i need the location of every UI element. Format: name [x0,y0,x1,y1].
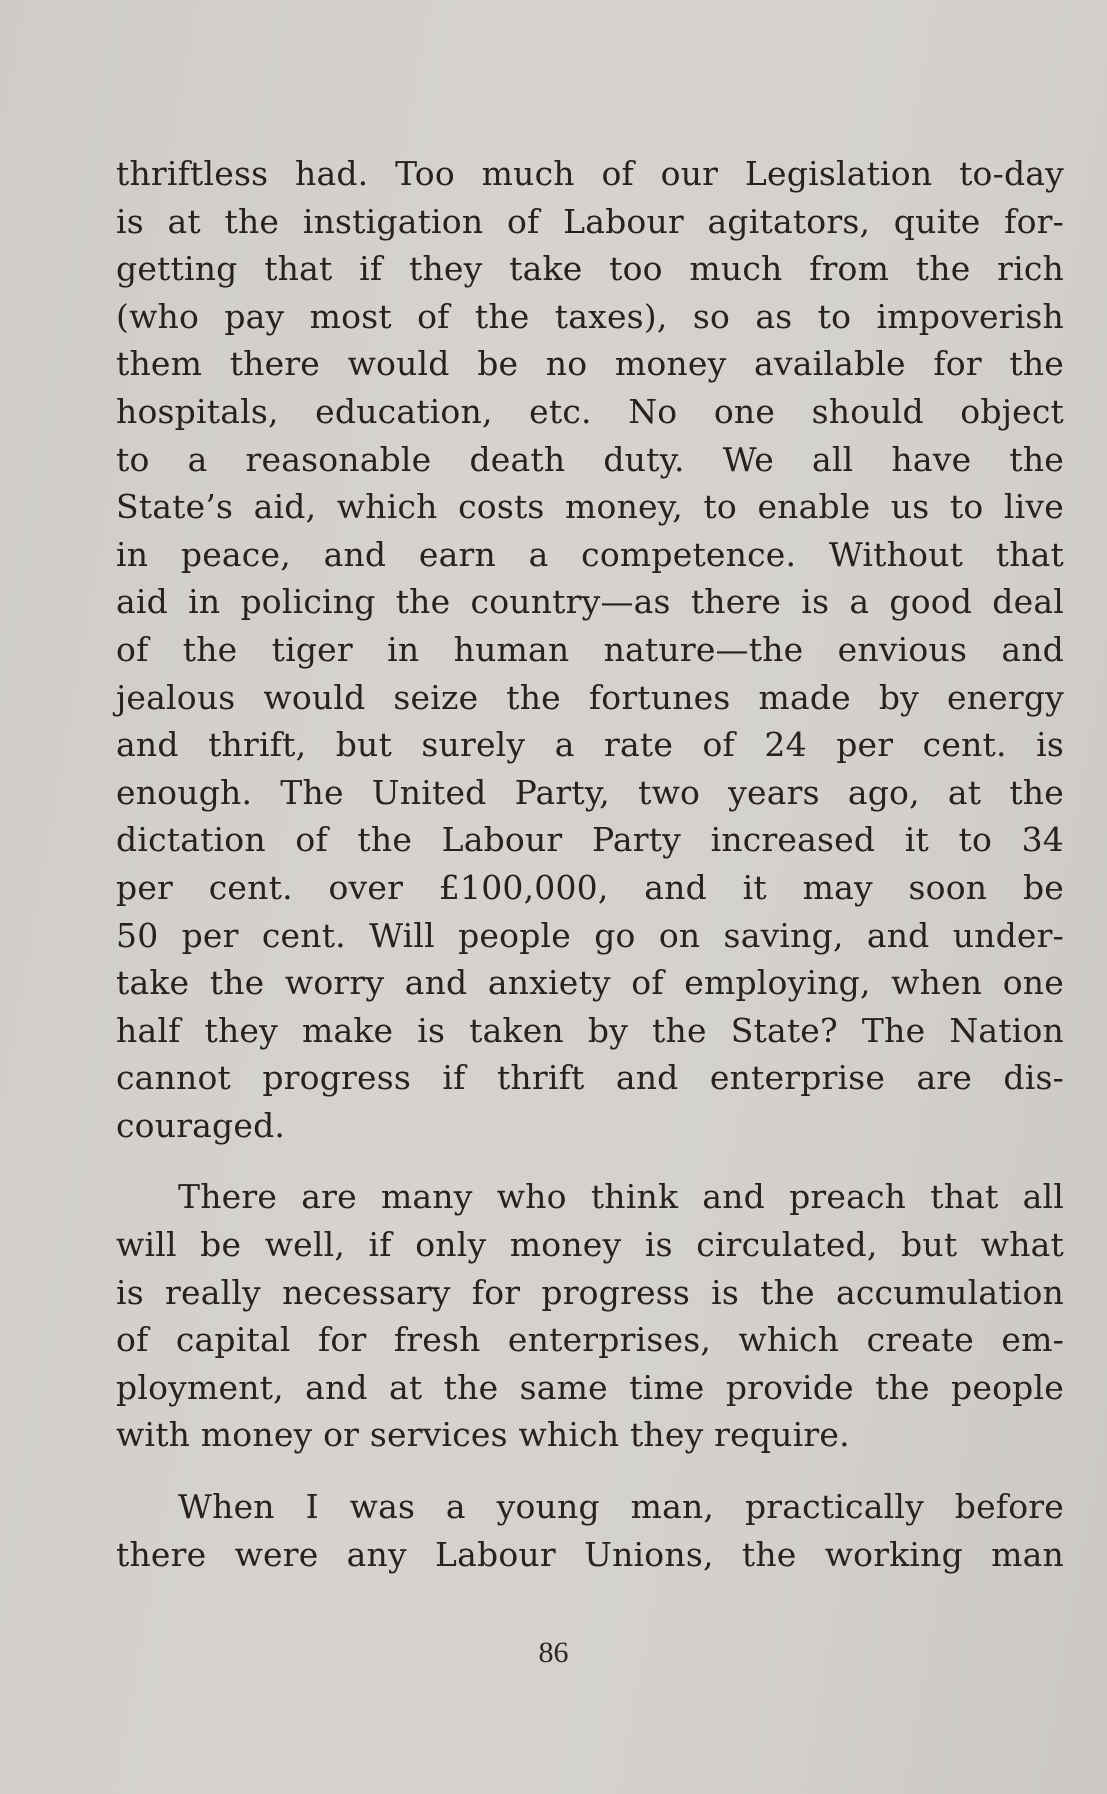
text-line: of the tiger in human nature—the envious and [116,629,1064,669]
paragraph-gap [116,1459,1064,1483]
text-line: 50 per cent. Will people go on saving, and under- [116,915,1064,955]
text-line: enough. The United Party, two years ago, at the [116,772,1064,812]
text-line: aid in policing the country—as there is a good deal [116,582,1064,622]
paragraph-1 [116,150,1064,1149]
text-line: dictation of the Labour Party increased it to 34 [116,820,1064,860]
text-line: When I was a young man, practically before [178,1487,1064,1527]
text-line: per cent. over £100,000, and it may soon be [116,867,1064,907]
text-line: cannot progress if thrift and enterprise are dis- [116,1058,1064,1098]
text-line: with money or services which they require. [116,1415,850,1455]
text-line: There are many who think and preach that all [178,1177,1064,1217]
text-line: jealous would seize the fortunes made by energy [116,677,1064,717]
text-line: thriftless had. Too much of our Legislation to-day [116,154,1064,193]
text-line: there were any Labour Unions, the working man [116,1534,1064,1574]
text-line: in peace, and earn a competence. Without that [116,534,1064,574]
text-line: hospitals, education, etc. No one should object [116,391,1064,431]
text-line: couraged. [116,1105,286,1145]
paragraph-2 [116,1173,1064,1459]
text-line: and thrift, but surely a rate of 24 per cent. is [116,725,1064,765]
text-line: to a reasonable death duty. We all have the [116,439,1064,479]
text-line: take the worry and anxiety of employing, when one [116,963,1064,1003]
text-line: ployment, and at the same time provide the people [116,1367,1064,1407]
body-text [116,150,1064,1578]
text-line: them there would be no money available for the [116,344,1064,384]
text-line: getting that if they take too much from the rich [116,249,1064,289]
text-line: (who pay most of the taxes), so as to impoverish [116,296,1064,336]
paragraph-gap [116,1149,1064,1173]
text-line: is at the instigation of Labour agitators, quite for- [116,201,1064,241]
text-line: of capital for fresh enterprises, which create em- [116,1320,1064,1360]
text-line: is really necessary for progress is the accumulation [116,1272,1064,1312]
paragraph-3 [116,1483,1064,1578]
text-line: State’s aid, which costs money, to enable us to live [116,487,1064,527]
text-line: half they make is taken by the State? The Nation [116,1010,1064,1050]
text-line: will be well, if only money is circulated, but what [116,1225,1064,1265]
page-number: 86 [538,1636,569,1669]
